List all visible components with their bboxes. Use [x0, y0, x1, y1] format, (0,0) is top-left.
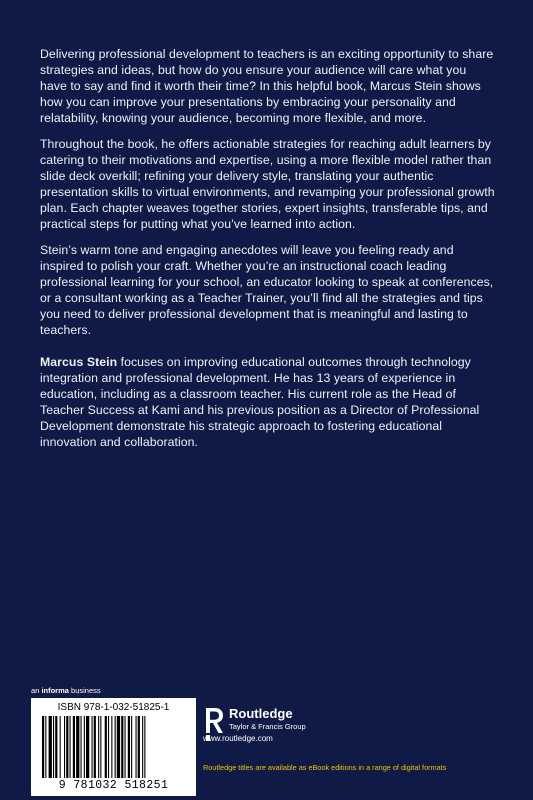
barcode-stripe	[124, 716, 125, 778]
publisher-group: Taylor & Francis Group	[229, 722, 306, 731]
barcode-bars	[39, 716, 189, 778]
barcode-stripe	[76, 716, 79, 778]
barcode-stripe	[127, 716, 129, 778]
barcode-stripe	[55, 716, 57, 778]
barcode-stripe	[144, 716, 145, 778]
publisher-name: Routledge	[229, 706, 293, 721]
blurb-paragraph-3: Stein’s warm tone and engaging anecdotes will leave you feeling ready and inspired to polish your craft. Whether you’re an instructional coach leading professional learning for your school, an educator looking to speak at conferences, or a consultant working as a Teacher Trainer, you’ll find all the strategies and tips you need to deliver professional development that is meaningful and lasting to teachers.	[40, 243, 494, 337]
barcode-stripe	[48, 716, 51, 778]
barcode-stripe	[91, 716, 92, 778]
blurb-text	[40, 46, 495, 460]
informa-business-label	[31, 686, 196, 695]
barcode-stripe	[142, 716, 143, 778]
blurb-paragraph-2: Throughout the book, he offers actionable strategies for reaching adult learners by catering to their motivations and expertise, using a more flexible model rather than slide deck overkill; refining your delivery style, translating your authentic presentation skills to virtual environments, and revamping your professional growth plan. Each chapter weaves together stories, expert insights, transferable tips, and practical steps for putting what you’ve learned into action.	[40, 137, 495, 231]
barcode-stripe	[100, 716, 101, 778]
barcode-stripe	[98, 716, 99, 778]
barcode-stripe	[59, 716, 60, 778]
barcode-stripe	[66, 716, 68, 778]
barcode-stripe	[121, 716, 123, 778]
barcode-stripe	[104, 716, 106, 778]
informa-prefix: an	[31, 686, 42, 695]
barcode-stripe	[86, 716, 89, 778]
barcode-digits: 9 781032 518251	[58, 779, 169, 792]
barcode-stripe	[80, 716, 81, 778]
publisher-url: www.routledge.com	[203, 734, 273, 743]
barcode-stripe	[53, 716, 54, 778]
barcode-block	[31, 686, 196, 796]
barcode-stripe	[83, 716, 84, 778]
publisher-logo-block	[203, 706, 343, 750]
barcode-box	[31, 698, 196, 796]
author-name: Marcus Stein	[40, 355, 118, 369]
ebook-availability-note: Routledge titles are available as eBook editions in a range of digital formats	[203, 763, 447, 772]
barcode-stripe	[93, 716, 95, 778]
author-bio	[40, 354, 495, 450]
isbn-label: ISBN 978-1-032-51825-1	[57, 702, 170, 713]
informa-brand: informa	[41, 686, 69, 695]
barcode-stripe	[131, 716, 132, 778]
informa-suffix: business	[68, 686, 101, 695]
barcode-stripe	[108, 716, 109, 778]
barcode-stripe	[64, 716, 65, 778]
barcode-stripe	[45, 716, 46, 778]
author-bio-text: focuses on improving educational outcomes through technology integration and professional development. He has 13 years of experience in education, including as a classroom teacher. His current role as the Head of Teacher Success at Kami and his previous position as a Director of Professional Development demonstrate his strategic approach to fostering educational innovation and collaboration.	[40, 355, 480, 449]
barcode-stripe	[114, 716, 115, 778]
barcode-stripe	[135, 716, 136, 778]
barcode-stripe	[137, 716, 139, 778]
barcode-stripe	[72, 716, 74, 778]
blurb-paragraph-1: Delivering professional development to teachers is an exciting opportunity to share strategies and ideas, but how do you ensure your audience will care what you have to say and find it worth their time? In this helpful book, Marcus Stein shows how you can improve your presentations by embracing your personality and relatability, knowing your audience, becoming more flexible, and more.	[40, 47, 494, 125]
barcode-stripe	[116, 716, 119, 778]
barcode-stripe	[69, 716, 70, 778]
barcode-stripe	[111, 716, 112, 778]
barcode-stripe	[42, 716, 44, 778]
